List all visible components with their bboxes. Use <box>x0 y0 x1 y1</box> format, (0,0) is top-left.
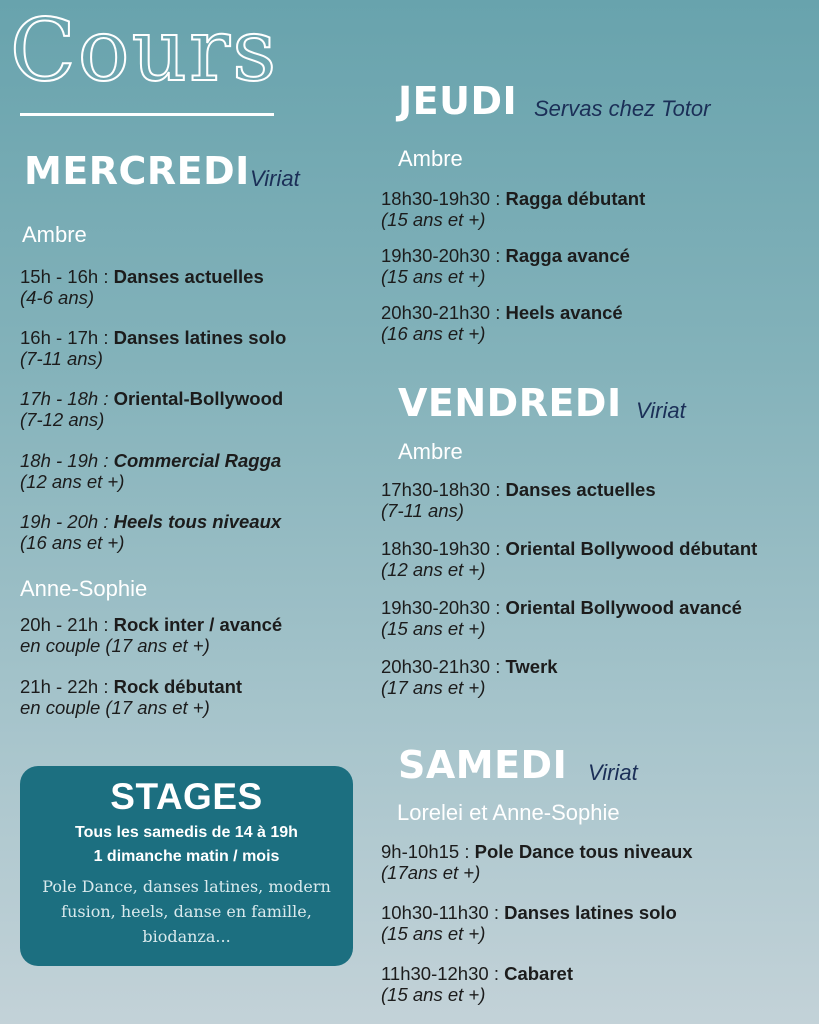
day-heading-mercredi: MERCREDI <box>24 149 250 193</box>
class-time: 17h - 18h : <box>20 388 114 409</box>
class-time: 19h - 20h : <box>20 511 114 532</box>
class-item <box>381 479 656 521</box>
class-item <box>381 841 693 883</box>
class-item <box>381 245 630 287</box>
class-age: (12 ans et +) <box>381 559 486 580</box>
class-time: 19h30-20h30 : <box>381 245 506 266</box>
class-item <box>20 511 281 553</box>
class-time: 18h - 19h : <box>20 450 114 471</box>
teacher-mercredi-1: Ambre <box>22 222 87 247</box>
class-time: 9h-10h15 : <box>381 841 475 862</box>
class-age: (15 ans et +) <box>381 923 486 944</box>
class-name: Heels avancé <box>505 302 623 323</box>
class-item <box>381 538 757 580</box>
class-age: (15 ans et +) <box>381 266 486 287</box>
place-jeudi: Servas chez Totor <box>534 96 711 121</box>
class-time: 21h - 22h : <box>20 676 114 697</box>
stages-description: Pole Dance, danses latines, modern fusion, heels, danse en famille, biodanza... <box>42 877 331 946</box>
class-time: 16h - 17h : <box>20 327 114 348</box>
class-age: (16 ans et +) <box>20 532 125 553</box>
teacher-jeudi: Ambre <box>398 146 463 171</box>
class-age: (7-11 ans) <box>20 348 103 369</box>
teacher-samedi: Lorelei et Anne-Sophie <box>397 800 620 825</box>
class-name: Danses actuelles <box>113 266 264 287</box>
class-name: Danses latines solo <box>504 902 677 923</box>
day-heading-jeudi: JEUDI <box>398 79 518 123</box>
class-name: Ragga débutant <box>505 188 646 209</box>
class-item <box>20 450 281 492</box>
class-age: (15 ans et +) <box>381 209 486 230</box>
class-item <box>381 188 645 230</box>
class-name: Danses latines solo <box>113 327 287 348</box>
class-time: 20h30-21h30 : <box>381 656 506 677</box>
stages-box <box>20 766 353 966</box>
class-name: Rock débutant <box>113 676 243 697</box>
class-time: 20h30-21h30 : <box>381 302 506 323</box>
stages-schedule-saturday: Tous les samedis de 14 à 19h <box>75 824 298 841</box>
class-name: Rock inter / avancé <box>113 614 283 635</box>
class-time: 11h30-12h30 : <box>381 963 505 984</box>
class-time: 19h30-20h30 : <box>381 597 506 618</box>
class-item <box>20 327 286 369</box>
class-item <box>381 597 742 639</box>
page-title: Cours <box>10 1 279 101</box>
day-heading-samedi: SAMEDI <box>398 743 568 787</box>
class-age: en couple (17 ans et +) <box>20 635 210 656</box>
class-age: (15 ans et +) <box>381 984 486 1005</box>
title-underline <box>20 113 274 116</box>
class-name: Cabaret <box>504 963 573 984</box>
class-name: Oriental Bollywood avancé <box>505 597 742 618</box>
place-vendredi: Viriat <box>636 398 686 423</box>
place-samedi: Viriat <box>588 760 638 785</box>
class-name: Oriental-Bollywood <box>113 388 284 409</box>
class-age: (16 ans et +) <box>381 323 486 344</box>
class-item <box>381 963 573 1005</box>
class-age: (17 ans et +) <box>381 677 486 698</box>
class-age: (12 ans et +) <box>20 471 125 492</box>
class-item <box>20 266 264 308</box>
class-age: en couple (17 ans et +) <box>20 697 210 718</box>
class-time: 20h - 21h : <box>20 614 114 635</box>
day-heading-vendredi: VENDREDI <box>398 381 622 425</box>
class-time: 10h30-11h30 : <box>381 902 505 923</box>
class-item <box>381 656 558 698</box>
place-mercredi: Viriat <box>250 166 300 191</box>
teacher-mercredi-2: Anne-Sophie <box>20 576 148 601</box>
class-item <box>381 902 677 944</box>
class-name: Oriental Bollywood débutant <box>505 538 758 559</box>
class-item <box>20 388 283 430</box>
class-name: Commercial Ragga <box>113 450 282 471</box>
class-age: (7-12 ans) <box>20 409 105 430</box>
class-item <box>381 302 623 344</box>
class-time: 18h30-19h30 : <box>381 188 506 209</box>
class-age: (7-11 ans) <box>381 500 464 521</box>
class-name: Pole Dance tous niveaux <box>474 841 693 862</box>
class-name: Ragga avancé <box>505 245 630 266</box>
class-name: Heels tous niveaux <box>113 511 282 532</box>
class-item <box>20 614 282 656</box>
class-time: 15h - 16h : <box>20 266 114 287</box>
class-name: Danses actuelles <box>505 479 656 500</box>
stages-title: STAGES <box>110 776 263 817</box>
class-age: (4-6 ans) <box>20 287 95 308</box>
class-time: 18h30-19h30 : <box>381 538 506 559</box>
class-name: Twerk <box>505 656 558 677</box>
teacher-vendredi: Ambre <box>398 439 463 464</box>
class-time: 17h30-18h30 : <box>381 479 506 500</box>
class-age: (17ans et +) <box>381 862 481 883</box>
class-age: (15 ans et +) <box>381 618 486 639</box>
stages-schedule-sunday: 1 dimanche matin / mois <box>93 848 280 865</box>
class-item <box>20 676 242 718</box>
